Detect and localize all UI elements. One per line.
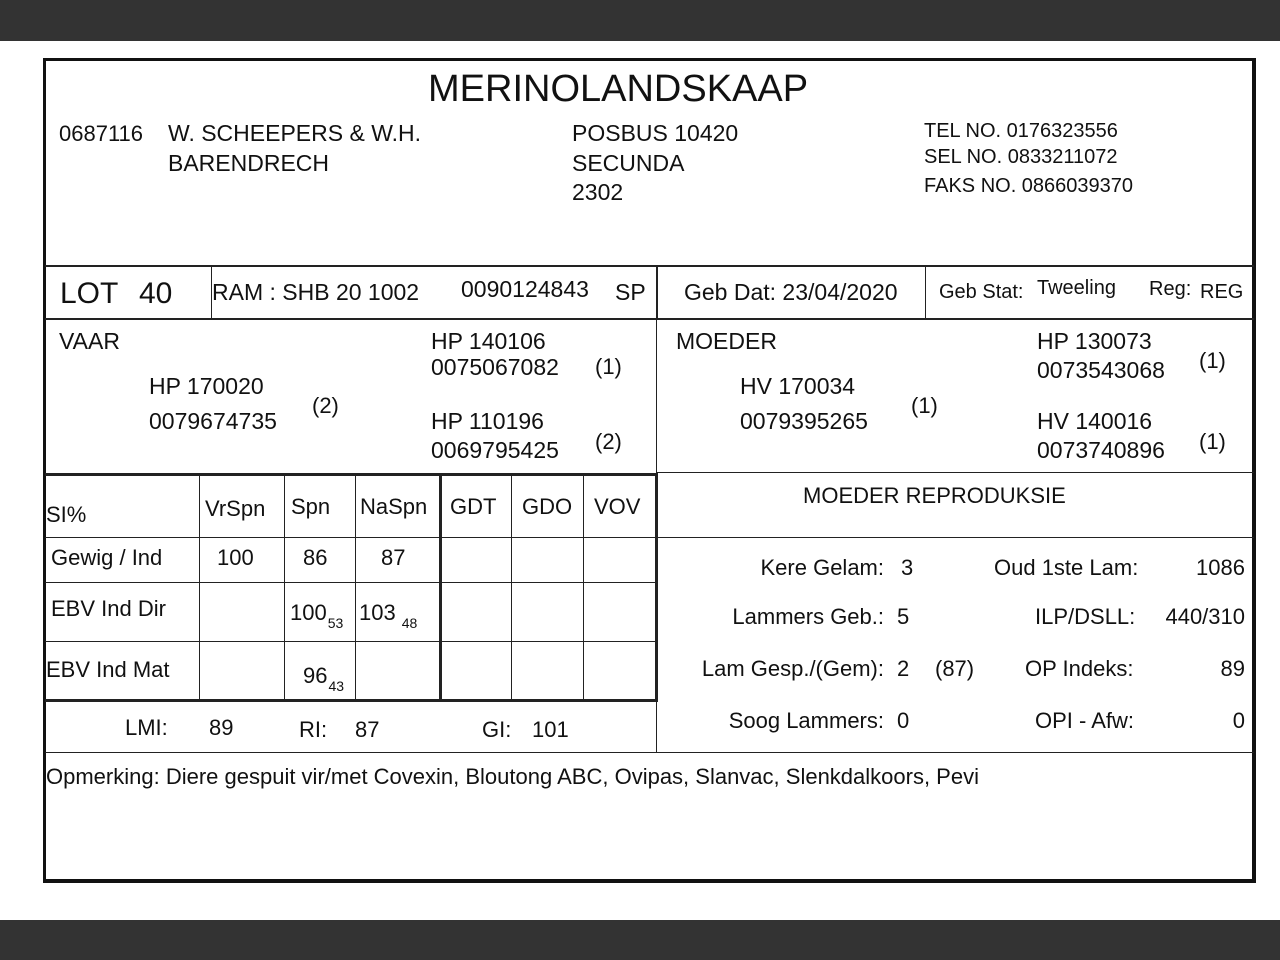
sire-dam-id: 0069795425	[431, 437, 559, 463]
dam-dam-code: HV 140016	[1037, 408, 1153, 434]
oud-1ste-lam-value: 1086	[1196, 555, 1245, 580]
divider-date	[925, 266, 926, 319]
row-label-gewig: Gewig / Ind	[51, 545, 163, 570]
soog-lammers-value: 0	[897, 708, 910, 733]
ilp-dsll-value: 440/310	[1165, 604, 1245, 629]
table-row-line	[45, 641, 657, 642]
dam-dam-id: 0073740896	[1037, 437, 1165, 463]
table-bottom-border	[45, 699, 658, 702]
divider-repro-title	[657, 537, 1254, 538]
ri-label: RI:	[299, 717, 328, 742]
registration-label: Reg:	[1149, 278, 1192, 300]
divider-lot-row	[45, 318, 1254, 320]
gewig-naspn: 87	[381, 545, 406, 570]
breeder-name-line1: W. SCHEEPERS & W.H.	[168, 120, 422, 146]
lam-gesp-value: 2	[897, 656, 910, 681]
bottom-bar	[0, 920, 1280, 960]
dam-note: (1)	[911, 393, 938, 418]
dam-sire-code: HP 130073	[1037, 328, 1152, 354]
sire-label: VAAR	[59, 328, 120, 354]
birth-status-value: Tweeling	[1037, 277, 1116, 299]
dam-label: MOEDER	[676, 328, 777, 354]
divider-header	[45, 265, 1254, 267]
table-col-line	[355, 476, 356, 700]
divider-pedigree-right	[657, 472, 1254, 473]
table-col-line	[583, 476, 584, 700]
ebv-dir-spn	[290, 600, 344, 631]
address-line3: 2302	[572, 179, 624, 205]
table-group-divider	[439, 473, 442, 702]
ri-value: 87	[355, 717, 380, 742]
kere-gelam-label: Kere Gelam:	[760, 555, 884, 580]
tel-number: TEL NO. 0176323556	[924, 120, 1118, 142]
dam-sire-note: (1)	[1199, 348, 1226, 373]
ram-id: 0090124843	[461, 276, 589, 302]
ilp-dsll-label: ILP/DSLL:	[1035, 604, 1136, 629]
lot-label: LOT	[60, 277, 119, 310]
sire-code: HP 170020	[149, 373, 264, 399]
gi-value: 101	[532, 717, 569, 742]
divider-ram	[656, 266, 658, 319]
header-vrspn: VrSpn	[205, 496, 266, 521]
fax-number: FAKS NO. 0866039370	[924, 175, 1134, 197]
gi-label: GI:	[482, 717, 512, 742]
breeder-name-line2: BARENDRECH	[168, 150, 330, 176]
ebv-dir-naspn	[359, 600, 418, 631]
ram-grade: SP	[615, 279, 646, 305]
ebv-mat-spn	[303, 663, 345, 694]
breeder-number: 0687116	[59, 121, 144, 146]
remark-text: Opmerking: Diere gespuit vir/met Covexin, Bloutong ABC, Ovipas, Slanvac, Slenkdalkoors, Pevi	[46, 764, 979, 789]
lmi-value: 89	[209, 715, 234, 740]
table-corner-label: SI%	[46, 502, 87, 527]
lam-gesp-label: Lam Gesp./(Gem):	[701, 656, 884, 681]
lammers-geb-value: 5	[897, 604, 910, 629]
ebv-dir-spn-accuracy: 53	[327, 615, 344, 631]
address-line2: SECUNDA	[572, 150, 685, 176]
sire-sire-code: HP 140106	[431, 328, 546, 354]
cell-number: SEL NO. 0833211072	[924, 146, 1118, 168]
sire-dam-code: HP 110196	[431, 408, 544, 434]
header-gdt: GDT	[450, 494, 497, 519]
table-top-border	[45, 473, 658, 476]
birth-date: Geb Dat: 23/04/2020	[684, 279, 898, 305]
op-indeks-value: 89	[1220, 656, 1245, 681]
gewig-vrspn: 100	[217, 545, 254, 570]
op-indeks-label: OP Indeks:	[1025, 656, 1134, 681]
oud-1ste-lam-label: Oud 1ste Lam:	[994, 555, 1139, 580]
sire-sire-note: (1)	[595, 354, 622, 379]
soog-lammers-label: Soog Lammers:	[728, 708, 884, 733]
ebv-mat-spn-accuracy: 43	[328, 678, 345, 694]
card-title: MERINOLANDSKAAP	[428, 68, 809, 110]
dam-dam-note: (1)	[1199, 429, 1226, 454]
table-col-line	[284, 476, 285, 700]
dam-code: HV 170034	[740, 373, 856, 399]
lmi-label: LMI:	[125, 715, 168, 740]
repro-title: MOEDER REPRODUKSIE	[803, 483, 1066, 508]
header-vov: VOV	[594, 494, 641, 519]
ebv-mat-spn-value: 96	[303, 663, 328, 688]
opi-afw-label: OPI - Afw:	[1035, 708, 1135, 733]
divider-remark	[45, 752, 1254, 753]
dam-id: 0079395265	[740, 408, 868, 434]
registration-value: REG	[1200, 281, 1244, 303]
lam-gesp-average: (87)	[935, 656, 975, 681]
header-spn: Spn	[291, 494, 331, 519]
address-line1: POSBUS 10420	[572, 120, 739, 146]
sire-id: 0079674735	[149, 408, 277, 434]
lot-number: 40	[139, 277, 173, 310]
ebv-dir-naspn-value: 103	[359, 600, 396, 625]
opi-afw-value: 0	[1232, 708, 1245, 733]
kere-gelam-value: 3	[901, 555, 914, 580]
dam-sire-id: 0073543068	[1037, 357, 1165, 383]
sire-note: (2)	[312, 393, 339, 418]
sire-sire-id: 0075067082	[431, 354, 559, 380]
ram-label: RAM : SHB 20 1002	[212, 279, 420, 305]
sire-dam-note: (2)	[595, 429, 622, 454]
header-naspn: NaSpn	[360, 494, 428, 519]
row-label-ebv-mat: EBV Ind Mat	[46, 657, 170, 682]
table-row-line	[45, 582, 657, 583]
top-bar	[0, 0, 1280, 41]
table-right-border	[655, 473, 658, 702]
row-label-ebv-dir: EBV Ind Dir	[51, 596, 166, 621]
header-gdo: GDO	[522, 494, 573, 519]
ebv-dir-naspn-accuracy: 48	[401, 615, 418, 631]
lammers-geb-label: Lammers Geb.:	[732, 604, 884, 629]
gewig-spn: 86	[303, 545, 328, 570]
table-col-line	[511, 476, 512, 700]
table-row-line	[45, 537, 657, 538]
table-col-line	[199, 476, 200, 700]
birth-status-label: Geb Stat:	[939, 281, 1024, 303]
ebv-dir-spn-value: 100	[290, 600, 327, 625]
